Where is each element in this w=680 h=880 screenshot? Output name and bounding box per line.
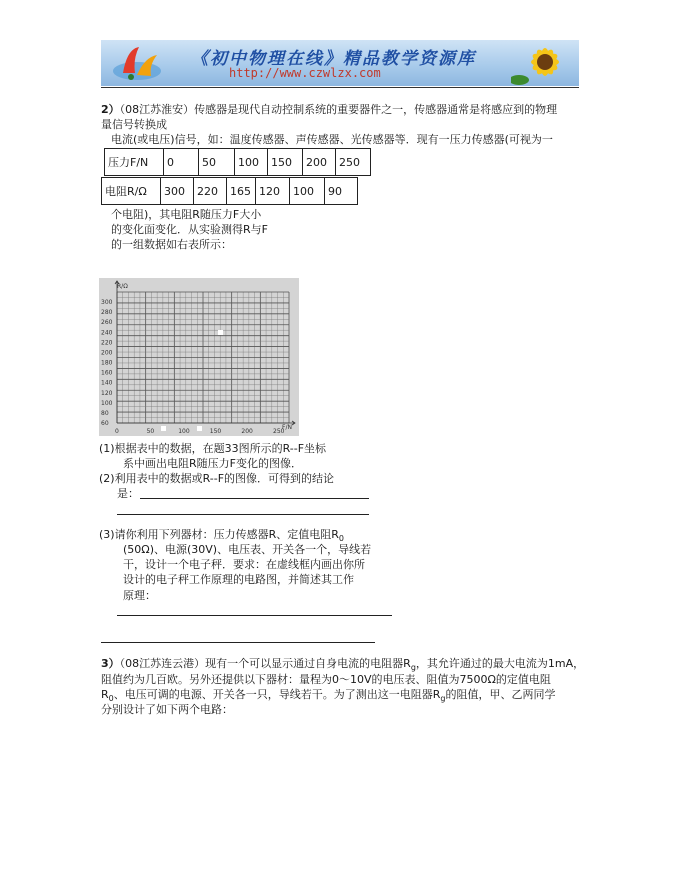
sunflower-icon — [511, 40, 579, 86]
subscript: 0 — [108, 694, 114, 704]
q3-r0: R — [101, 688, 109, 701]
table-cell: 165 — [227, 178, 256, 205]
x-tick-label: 250 — [273, 428, 285, 435]
header-banner — [101, 40, 579, 86]
y-tick-label: 100 — [101, 399, 113, 407]
graph-mark — [218, 330, 223, 335]
y-tick-label: 60 — [101, 420, 109, 427]
graph-mark — [197, 426, 202, 431]
q2-part2-line1: (2)利用表中的数据或R--F的图像．可得到的结论 — [99, 472, 335, 485]
banner-divider — [101, 87, 579, 88]
graph-ylabel: R/Ω — [117, 283, 128, 290]
y-tick-label: 120 — [101, 389, 113, 397]
q2-part2-line2: 是： — [117, 487, 139, 500]
y-tick-label: 220 — [101, 339, 113, 347]
q2-intro-line1 — [101, 103, 581, 117]
table-cell: 100 — [290, 178, 325, 205]
table-cell: 电阻R/Ω — [102, 178, 161, 205]
q2-table-row1 — [104, 148, 371, 176]
q2-intro-text: 传感器是现代自动控制系统的重要器件之一，传感器通常是将感应到的物理 — [194, 103, 558, 116]
q2-after-table-2: 的变化面变化．从实验测得R与F — [111, 223, 268, 236]
table-cell: 150 — [268, 149, 303, 176]
table-cell: 220 — [194, 178, 227, 205]
table-cell: 250 — [336, 149, 371, 176]
answer-line — [117, 514, 369, 515]
graph-xlabel: F/N — [282, 424, 292, 431]
q3-line4: 分别设计了如下两个电路： — [101, 703, 233, 716]
y-tick-label: 280 — [101, 309, 113, 317]
q3-text: 现有一个可以显示通过自身电流的电阻器R — [205, 657, 411, 670]
answer-line — [117, 615, 392, 616]
q2-part3-line2: (50Ω)、电源(30V)、电压表、开关各一个，导线若 — [123, 543, 372, 556]
q3-text: 、电压可调的电源、开关各一只，导线若干。为了测出这一电阻器R — [113, 688, 441, 701]
x-tick-label: 100 — [178, 428, 190, 435]
q2-part1-line2: 系中画出电阻R随压力F变化的图像． — [123, 457, 302, 470]
subscript: g — [410, 663, 416, 673]
x-tick-label: 50 — [146, 428, 155, 435]
table-cell: 压力F/N — [105, 149, 164, 176]
subscript: 0 — [338, 534, 344, 544]
q3-line2: 阻值约为几百欧。另外还提供以下器材：量程为0～10V的电压表、阻值为7500Ω的定值电阻 — [101, 673, 551, 686]
y-tick-label: 260 — [101, 319, 113, 327]
x-tick-label: 150 — [209, 428, 222, 435]
q2-after-table-3: 的一组数据如右表所示： — [111, 238, 232, 251]
banner-title: 《初中物理在线》精品教学资源库 — [191, 49, 476, 69]
q2-table-row2 — [101, 177, 358, 205]
y-tick-label: 180 — [101, 359, 113, 367]
x-tick-label: 200 — [241, 428, 253, 435]
banner-url[interactable]: http://www.czwlzx.com — [229, 66, 381, 80]
answer-line — [101, 642, 375, 643]
logo-icon — [109, 43, 169, 83]
q2-source: （08江苏淮安） — [119, 103, 195, 116]
y-tick-label: 80 — [101, 409, 109, 417]
table-cell: 0 — [164, 149, 199, 176]
q2-intro-line3: 电流(或电压)信号，如：温度传感器、声传感器、光传感器等．现有一压力传感器(可视为一 — [111, 133, 553, 146]
q2-intro-line2: 量信号转换成 — [101, 118, 167, 131]
q2-part1-line1: (1)根据表中的数据，在题33图所示的R--F坐标 — [99, 442, 327, 455]
y-tick-label: 240 — [101, 329, 113, 337]
table-cell: 90 — [325, 178, 358, 205]
graph-mark — [161, 426, 166, 431]
answer-line — [140, 498, 369, 499]
table-cell: 300 — [161, 178, 194, 205]
rf-graph-svg — [99, 278, 299, 436]
rf-graph — [99, 278, 299, 436]
q2-part3-text: (3)请你利用下列器材：压力传感器R、定值电阻R — [99, 528, 339, 541]
q3-text-tail: 的阻值，甲、乙两同学 — [445, 688, 556, 701]
q3-text-tail: ，其允许通过的最大电流为1mA， — [415, 657, 585, 670]
table-cell: 100 — [235, 149, 268, 176]
subscript: g — [440, 694, 446, 704]
y-tick-label: 300 — [101, 299, 113, 306]
q2-part3-line5: 原理： — [123, 589, 156, 602]
y-tick-label: 200 — [101, 349, 113, 357]
y-tick-label: 160 — [101, 369, 113, 377]
y-tick-label: 140 — [101, 379, 113, 387]
table-cell: 120 — [256, 178, 290, 205]
q2-after-table-1: 个电阻)，其电阻R随压力F大小 — [111, 208, 262, 221]
q2-part3-line3: 干，设计一个电子秤．要求：在虚线框内画出你所 — [123, 558, 365, 571]
q2-number: 2） — [101, 103, 120, 116]
x-tick-label: 0 — [115, 428, 119, 435]
q3-source: （08江苏连云港） — [119, 657, 206, 670]
table-cell: 200 — [303, 149, 336, 176]
table-cell: 50 — [199, 149, 235, 176]
q3-number: 3） — [101, 657, 120, 670]
q2-part3-line4: 设计的电子秤工作原理的电路图，并简述其工作 — [123, 573, 354, 586]
